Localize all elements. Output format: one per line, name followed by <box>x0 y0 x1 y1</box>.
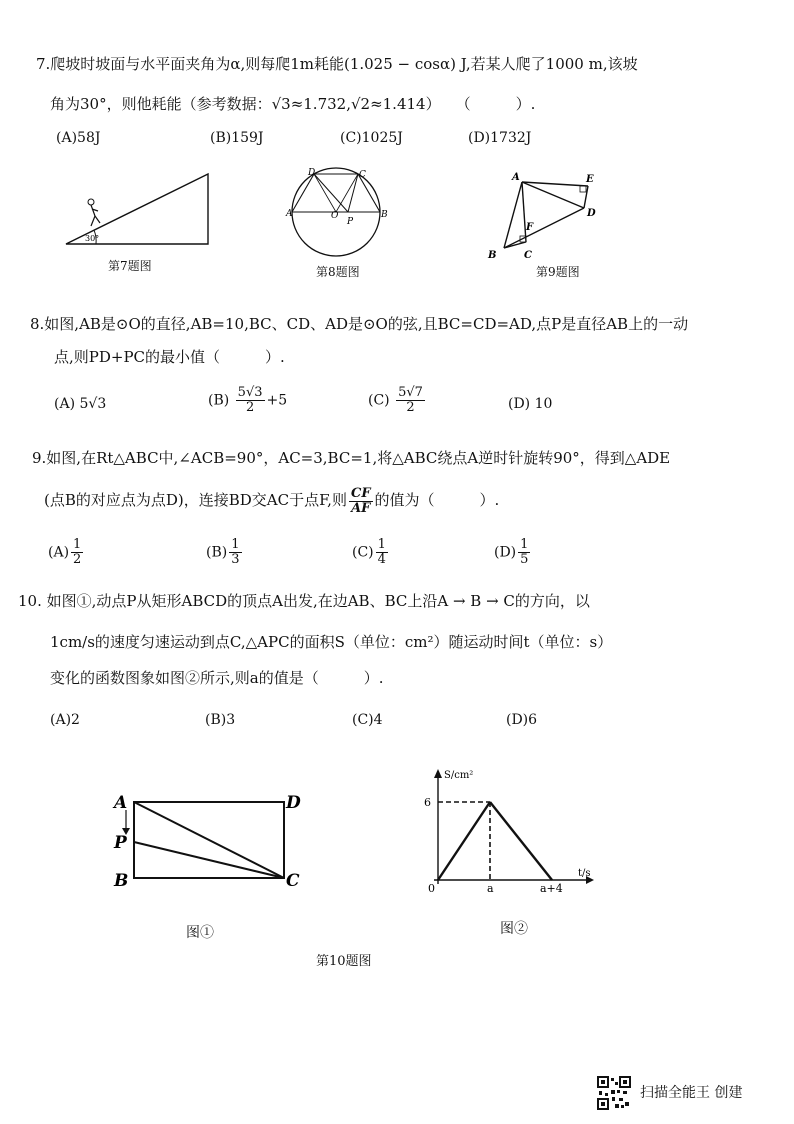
q10-line1: 10. 如图①,动点P从矩形ABCD的顶点A出发,在边AB、BC上沿A → B → C的方向，以 <box>18 592 590 610</box>
q9-option-d-num: 1 <box>520 537 529 552</box>
fig8-label-d: D <box>308 168 316 178</box>
q8-circle-figure <box>286 166 386 258</box>
q8-option-c-num: 5√7 <box>398 385 423 400</box>
fig10-y-axis-label: S/cm² <box>444 770 474 781</box>
q9-option-b-den: 3 <box>231 552 240 567</box>
fig9-label-a: A <box>512 172 520 183</box>
q9-option-c-den: 4 <box>377 552 386 567</box>
fig9-label-e: E <box>586 174 594 185</box>
graph-x-tick-a: a <box>487 882 494 895</box>
q8-figure-caption: 第8题图 <box>316 265 360 279</box>
q9-triangle-figure <box>482 168 602 260</box>
q9-option-c-label: (C) <box>352 544 374 561</box>
q9-figure-caption: 第9题图 <box>536 265 580 279</box>
fig9-label-b: B <box>488 250 497 261</box>
q9-option-a-den: 2 <box>73 552 82 567</box>
q8-line2: 点,则PD+PC的最小值（ ）. <box>54 348 285 366</box>
q9-option-b <box>206 538 244 567</box>
fig10-label-c: C <box>286 871 300 891</box>
q10-figure-caption: 第10题图 <box>316 954 372 969</box>
fig9-label-c: C <box>524 250 532 261</box>
fig8-label-p: P <box>347 217 354 227</box>
q9-line2 <box>44 484 499 516</box>
q10-option-c: (C)4 <box>352 712 383 728</box>
q9-option-a-num: 1 <box>73 537 82 552</box>
q10-rectangle-figure <box>108 786 314 892</box>
q7-line1: 7.爬坡时坡面与水平面夹角为α,则每爬1m耗能(1.025 − cosα) J,若某人爬了1000 m,该坡 <box>36 55 638 73</box>
q8-line1: 8.如图,AB是⊙O的直径,AB=10,BC、CD、AD是⊙O的弦,且BC=CD=AD,点P是直径AB上的一动 <box>30 315 689 333</box>
q8-option-c-label: (C) <box>368 392 390 409</box>
q8-option-b-den: 2 <box>245 400 255 415</box>
graph-segment <box>490 802 552 880</box>
fig10-label-p: P <box>114 833 127 853</box>
q9-option-d <box>494 538 532 567</box>
q8-option-c <box>368 386 427 415</box>
fig10-x-axis-label: t/s <box>578 868 591 879</box>
fig8-label-a: A <box>286 209 293 219</box>
q7-option-a: (A)58J <box>56 130 101 146</box>
q8-option-b-num: 5√3 <box>237 385 263 400</box>
graph-y-tick-6: 6 <box>424 796 431 809</box>
q10-figure1-caption: 图① <box>186 925 214 941</box>
graph-segment <box>438 802 490 880</box>
q10-option-a: (A)2 <box>50 712 80 728</box>
q8-option-c-den: 2 <box>406 400 415 415</box>
q9-option-a <box>48 538 85 567</box>
q8-option-b <box>208 386 287 415</box>
q7-option-c: (C)1025J <box>340 130 403 146</box>
q8-option-d: (D) 10 <box>508 396 553 412</box>
q9-line2-pre: (点B的对应点为点D)，连接BD交AC于点F,则 <box>44 491 347 509</box>
q9-frac-num: CF <box>350 485 371 501</box>
q9-option-a-label: (A) <box>48 544 70 561</box>
fig8-label-c: C <box>359 170 366 180</box>
q8-option-b-tail: +5 <box>266 392 288 409</box>
fig10-label-b: B <box>114 871 129 891</box>
q10-option-b: (B)3 <box>205 712 236 728</box>
q9-line2-post: 的值为（ ）. <box>374 491 500 509</box>
fig10-label-d: D <box>286 793 301 813</box>
q9-option-c-num: 1 <box>377 537 386 552</box>
q9-option-d-label: (D) <box>494 544 517 561</box>
q10-line3: 变化的函数图象如图②所示,则a的值是（ ）. <box>50 669 384 687</box>
q8-option-a: (A) 5√3 <box>54 396 107 412</box>
q9-frac-den: AF <box>351 500 371 516</box>
q10-line2: 1cm/s的速度匀速运动到点C,△APC的面积S（单位：cm²）随运动时间t（单位：s） <box>50 633 613 651</box>
q7-angle-label: 30° <box>85 234 100 243</box>
q10-figure2-caption: 图② <box>500 921 528 937</box>
q9-option-c <box>352 538 390 567</box>
qr-code-icon <box>597 1076 631 1110</box>
q7-option-d: (D)1732J <box>468 130 532 146</box>
q10-option-d: (D)6 <box>506 712 538 728</box>
q9-option-b-num: 1 <box>231 537 240 552</box>
fig9-label-f: F <box>526 222 534 233</box>
q9-option-d-den: 5 <box>520 552 529 567</box>
q8-option-b-label: (B) <box>208 392 230 409</box>
q7-slope-figure <box>60 168 220 250</box>
fig10-label-a: A <box>114 793 128 813</box>
q10-st-graph <box>418 764 602 898</box>
graph-x-tick-a-plus-4: a+4 <box>540 882 563 895</box>
fig8-label-b: B <box>381 210 388 220</box>
q7-line2: 角为30°，则他耗能（参考数据：√3≈1.732,√2≈1.414） （ ）. <box>50 95 536 113</box>
fig8-label-o: O <box>331 211 339 221</box>
q9-option-b-label: (B) <box>206 544 228 561</box>
q7-figure-caption: 第7题图 <box>108 259 152 273</box>
footer-watermark: 扫描全能王 创建 <box>640 1085 743 1101</box>
q7-option-b: (B)159J <box>210 130 264 146</box>
q9-line1: 9.如图,在Rt△ABC中,∠ACB=90°，AC=3,BC=1,将△ABC绕点A逆时针旋转90°，得到△ADE <box>32 449 671 467</box>
graph-x-tick-0: 0 <box>428 882 435 895</box>
fig9-label-d: D <box>587 208 596 219</box>
